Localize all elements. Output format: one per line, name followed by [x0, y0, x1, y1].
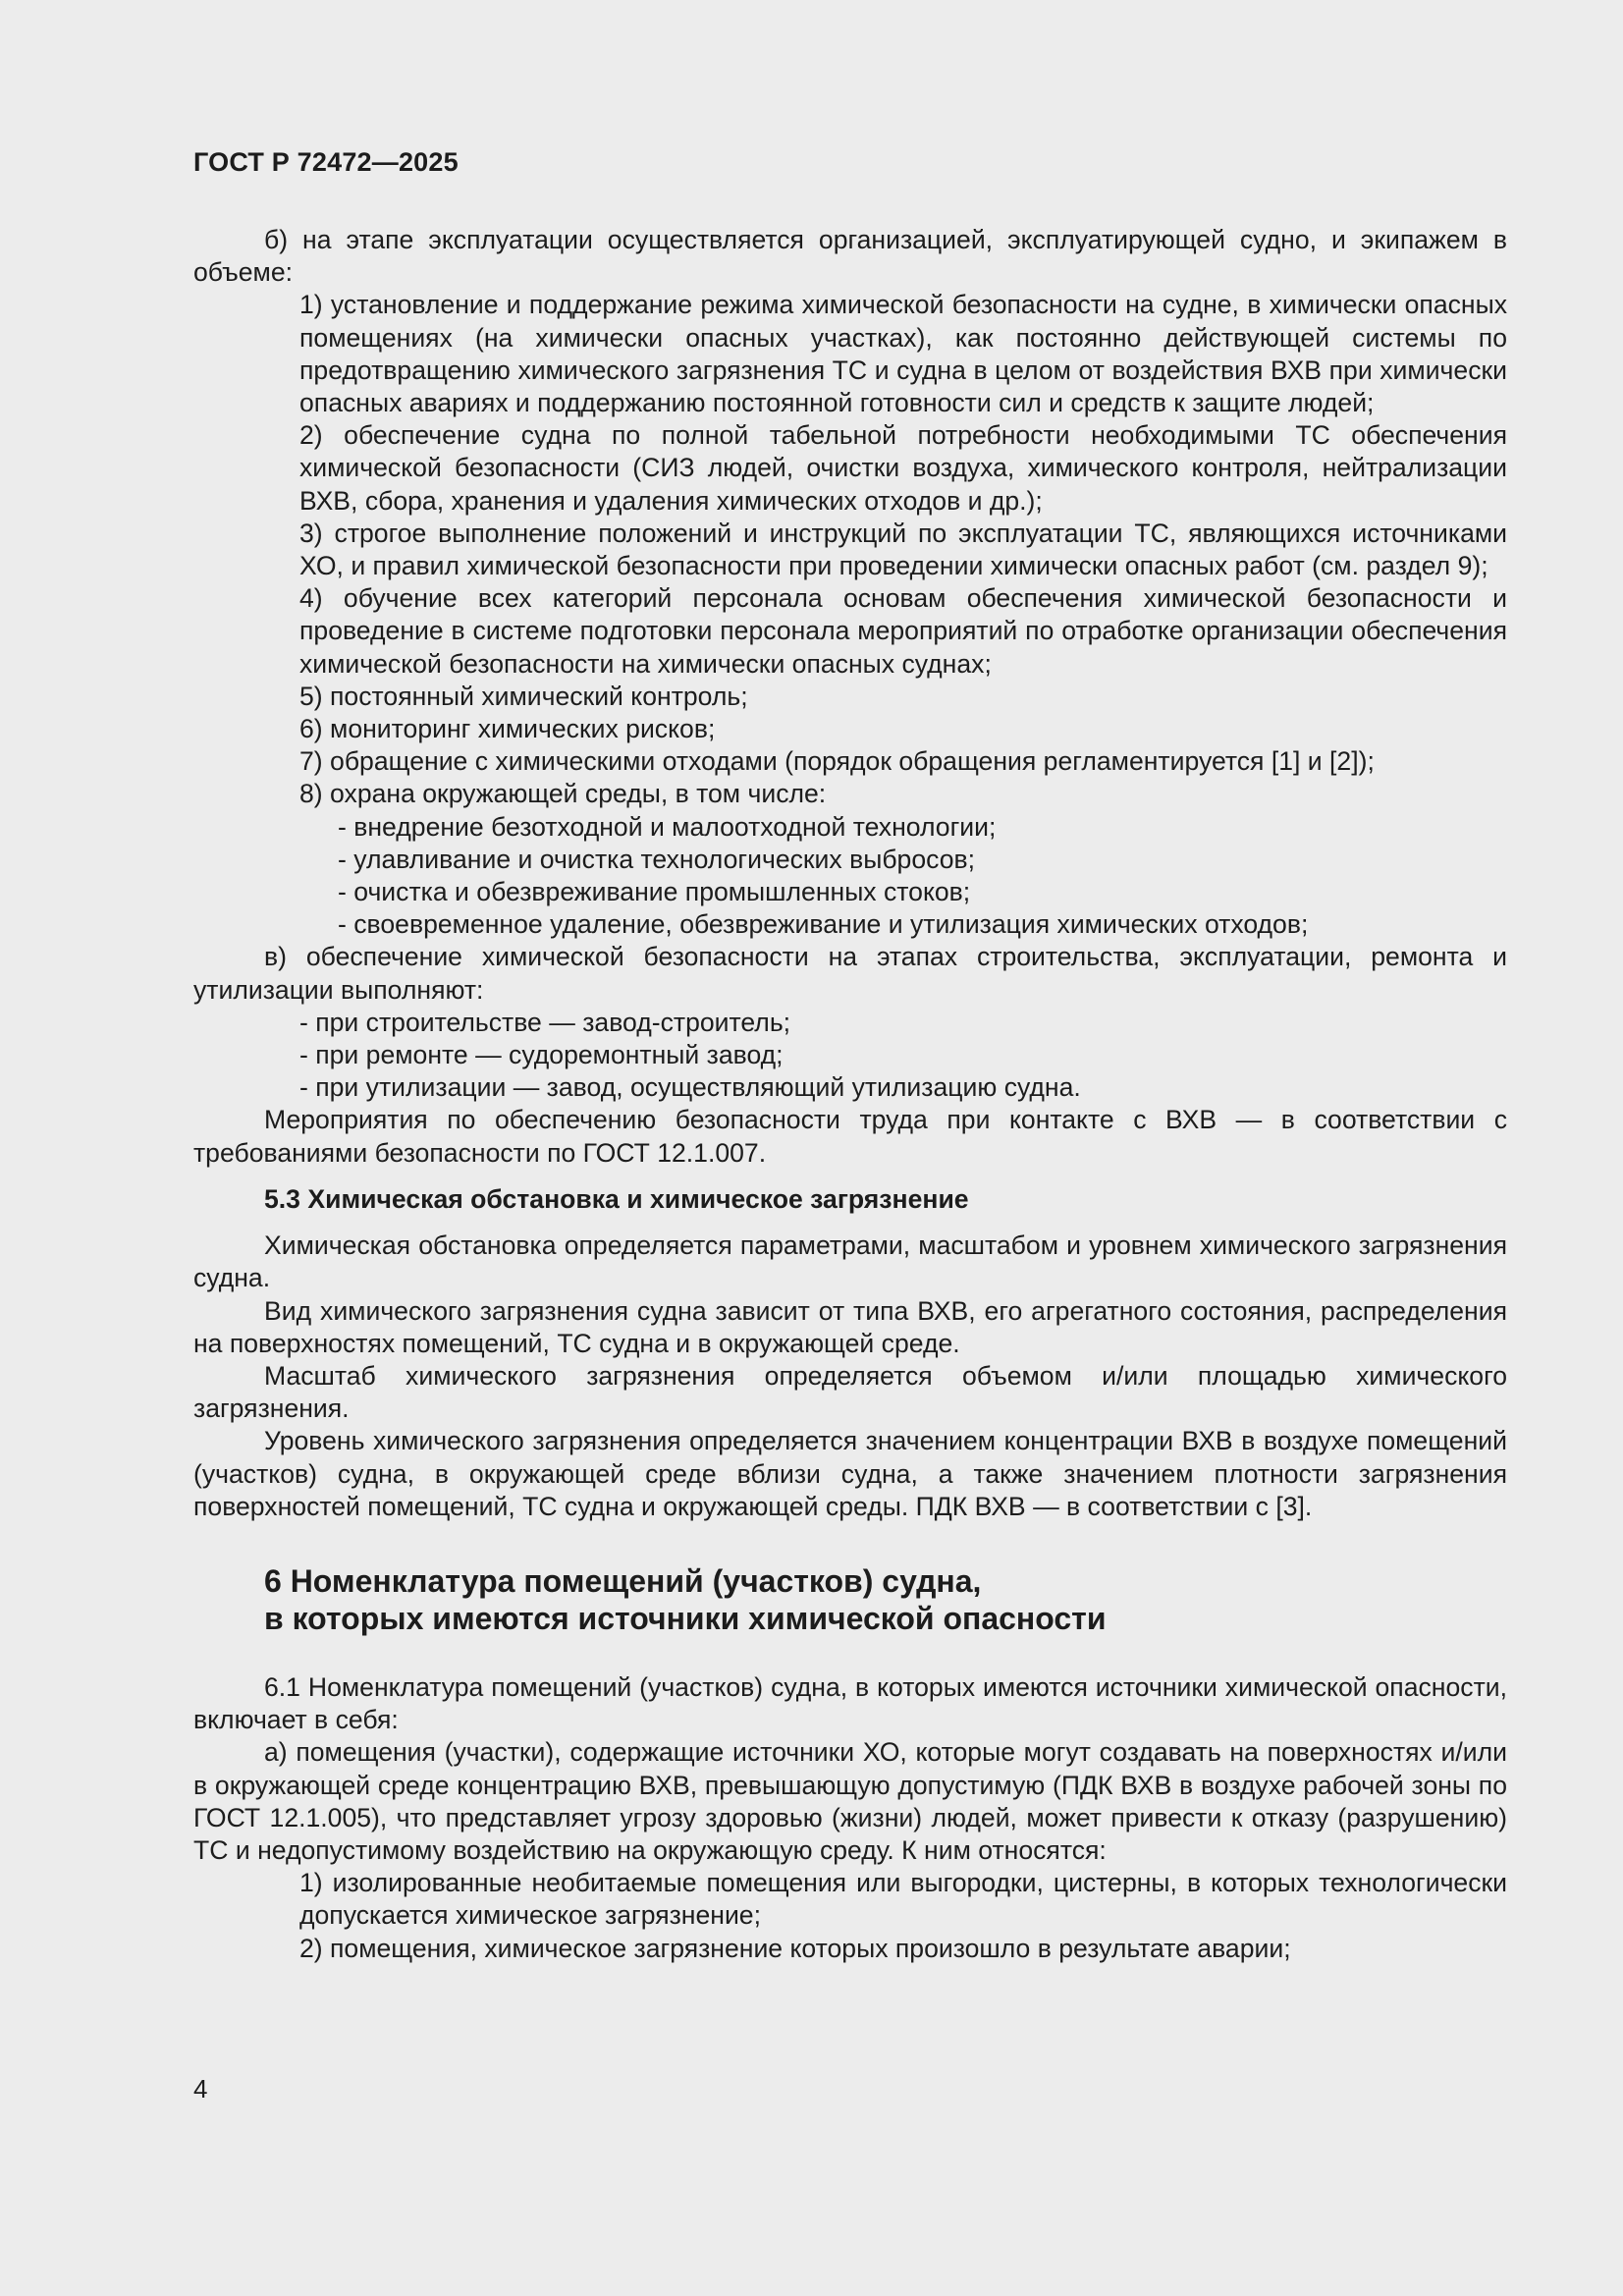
paragraph: Вид химического загрязнения судна зависит от типа ВХВ, его агрегатного состояния, распределения на поверхностях помещений, ТС судна и в окружающей среде. [193, 1295, 1507, 1358]
paragraph: а) помещения (участки), содержащие источники ХО, которые могут создавать на поверхностях и/или в окружающей среде концентрацию ВХВ, превышающую допустимую (ПДК ВХВ в воздухе рабочей зоны по ГОСТ 12.1.005), что представляет угрозу здоровью (жизни) людей, может привести к отказу (разрушению) ТС и недопустимому воздействию на окружающую среду. К ним относятся: [193, 1737, 1507, 1865]
paragraph: Химическая обстановка определяется параметрами, масштабом и уровнем химического загрязнения судна. [193, 1230, 1507, 1293]
document-header: ГОСТ Р 72472—2025 [193, 147, 459, 177]
paragraph: 4) обучение всех категорий персонала основам обеспечения химической безопасности и проведение в системе подготовки персонала мероприятий по отработке организации обеспечения химической безопасности на химически опасных суднах; [299, 583, 1507, 679]
paragraph: - улавливание и очистка технологических выбросов; [338, 844, 976, 874]
paragraph: Масштаб химического загрязнения определяется объемом и/или площадью химического загрязнения. [193, 1360, 1507, 1424]
paragraph: 6.1 Номенклатура помещений (участков) судна, в которых имеются источники химической опасности, включает в себя: [193, 1671, 1507, 1735]
paragraph: 3) строгое выполнение положений и инструкций по эксплуатации ТС, являющихся источниками ХО, и правил химической безопасности при проведении химически опасных работ (см. раздел 9); [299, 518, 1507, 581]
paragraph: в) обеспечение химической безопасности на этапах строительства, эксплуатации, ремонта и утилизации выполняют: [193, 942, 1507, 1005]
paragraph: 5) постоянный химический контроль; [299, 681, 748, 711]
paragraph: 1) установление и поддержание режима химической безопасности на судне, в химически опасных помещениях (на химически опасных участках), как постоянно действующей системы по предотвращению химического загрязнения ТС и судна в целом от воздействия ВХВ при химически опасных авариях и поддержанию постоянной готовности сил и средств к защите людей; [299, 290, 1507, 418]
paragraph: - своевременное удаление, обезвреживание и утилизация химических отходов; [338, 909, 1309, 940]
page-number: 4 [193, 2074, 208, 2104]
paragraph: 6) мониторинг химических рисков; [299, 714, 716, 744]
paragraph: 2) помещения, химическое загрязнение которых произошло в результате аварии; [299, 1933, 1291, 1963]
paragraph: б) на этапе эксплуатации осуществляется организацией, эксплуатирующей судно, и экипажем в объеме: [193, 225, 1507, 288]
subsection-heading: 5.3 Химическая обстановка и химическое загрязнение [264, 1183, 969, 1214]
paragraph: - при утилизации — завод, осуществляющий утилизацию судна. [299, 1072, 1081, 1103]
paragraph: - при строительстве — завод-строитель; [299, 1007, 791, 1037]
paragraph: Уровень химического загрязнения определяется значением концентрации ВХВ в воздухе помещений (участков) судна, в окружающей среде вблизи судна, а также значением плотности загрязнения поверхностей помещений, ТС судна и окружающей среды. ПДК ВХВ — в соответствии с [3]. [193, 1426, 1507, 1521]
paragraph: - внедрение безотходной и малоотходной технологии; [338, 811, 997, 842]
paragraph: - при ремонте — судоремонтный завод; [299, 1040, 784, 1070]
paragraph: 1) изолированные необитаемые помещения или выгородки, цистерны, в которых технологически допускается химическое загрязнение; [299, 1868, 1507, 1931]
document-body [193, 224, 1507, 1965]
paragraph: 2) обеспечение судна по полной табельной потребности необходимыми ТС обеспечения химической безопасности (СИЗ людей, очистки воздуха, химического контроля, нейтрализации ВХВ, сбора, хранения и удаления химических отходов и др.); [299, 420, 1507, 516]
paragraph: 8) охрана окружающей среды, в том числе: [299, 779, 827, 809]
paragraph: 7) обращение с химическими отходами (порядок обращения регламентируется [1] и [2]); [299, 746, 1375, 777]
paragraph: - очистка и обезвреживание промышленных стоков; [338, 877, 971, 907]
section-heading: 6 Номенклатура помещений (участков) судна, в которых имеются источники химической опасности [264, 1562, 1107, 1637]
paragraph: Мероприятия по обеспечению безопасности труда при контакте с ВХВ — в соответствии с требованиями безопасности по ГОСТ 12.1.007. [193, 1105, 1507, 1168]
